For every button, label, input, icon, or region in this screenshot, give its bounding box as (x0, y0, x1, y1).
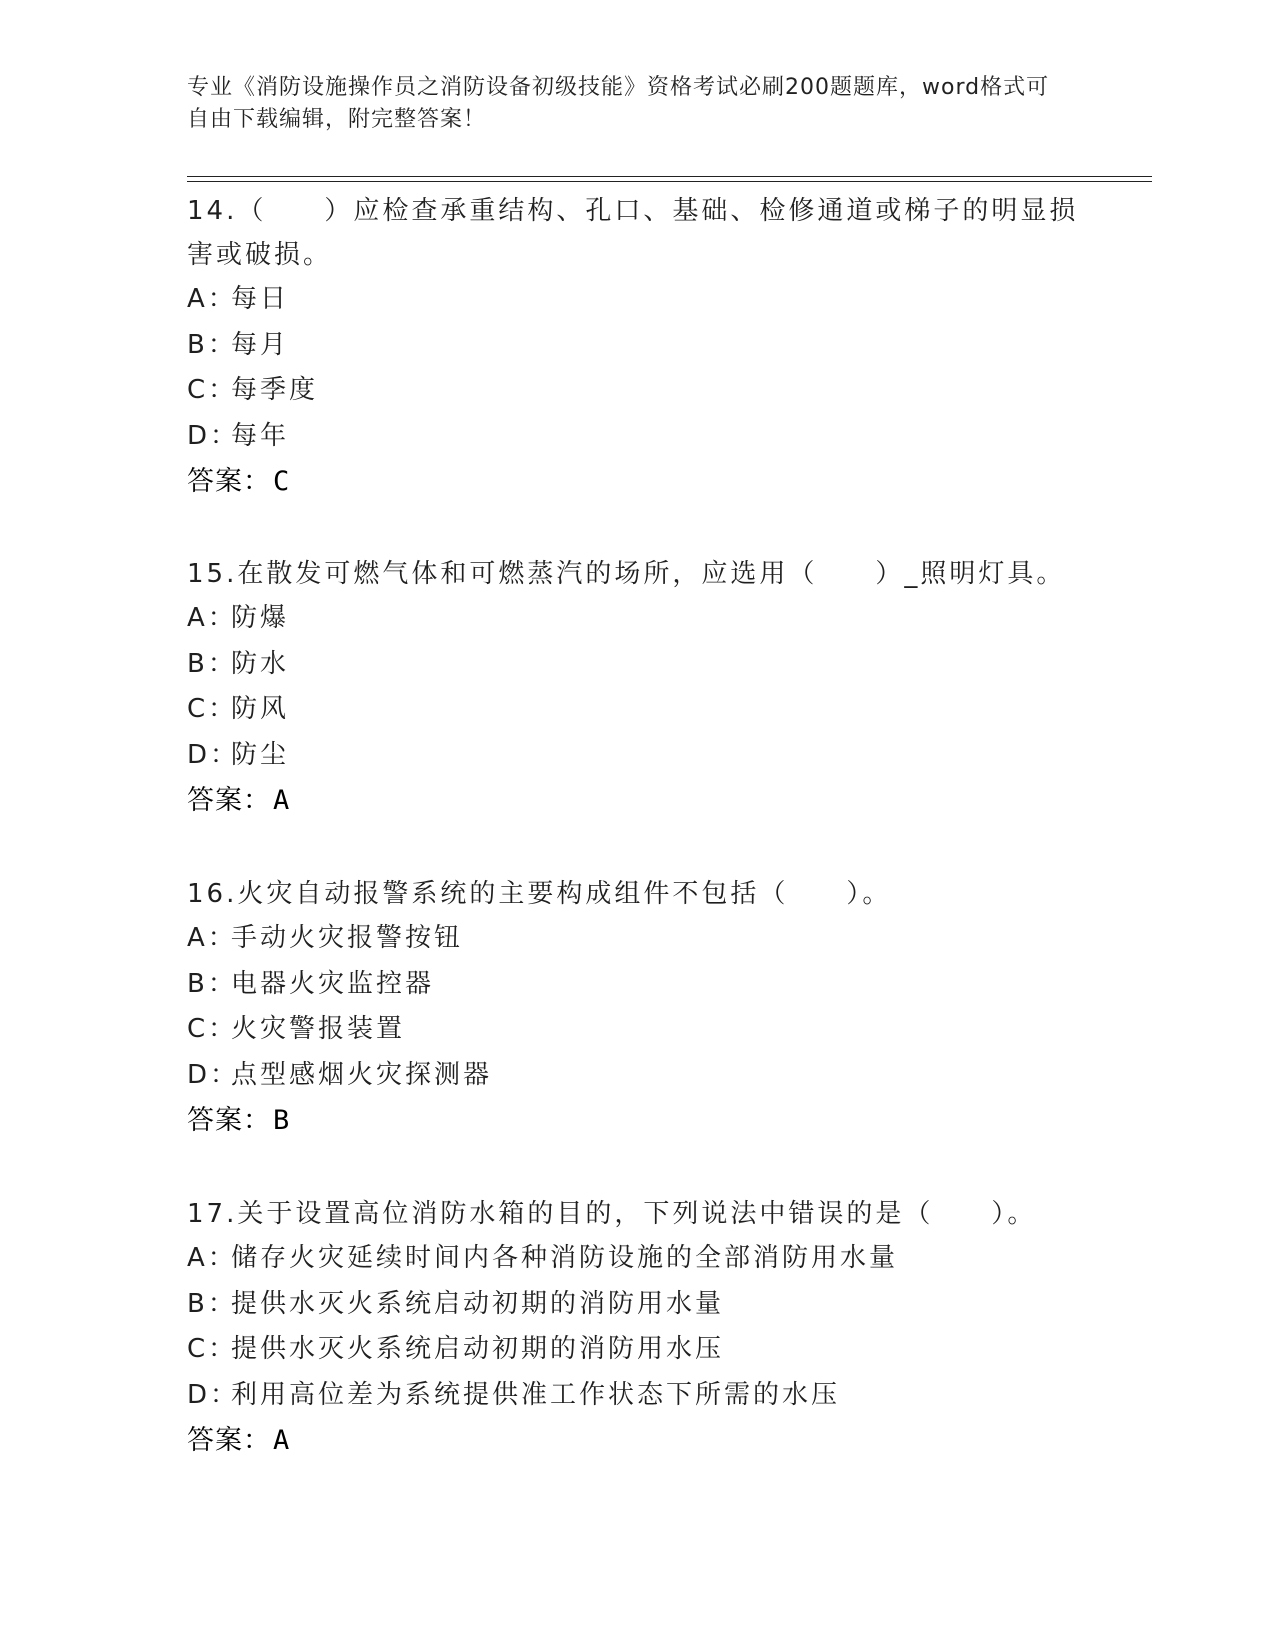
option-key: A： (187, 1243, 237, 1273)
option-c (187, 1327, 1087, 1373)
question-17 (187, 1192, 1087, 1464)
header-divider-bottom (187, 181, 1152, 182)
document-header (187, 72, 1067, 136)
option-c (187, 368, 1087, 414)
option-d (187, 414, 1087, 460)
option-a (187, 596, 1087, 642)
answer-line (187, 778, 1087, 824)
answer-value: B (273, 1105, 291, 1136)
header-divider-top (187, 176, 1152, 177)
option-text: 电器火灾监控器 (231, 968, 435, 999)
option-c (187, 687, 1087, 733)
option-text: 储存火灾延续时间内各种消防设施的全部消防用水量 (231, 1243, 899, 1273)
question-stem: 17.关于设置高位消防水箱的目的，下列说法中错误的是（ ）。 (187, 1199, 1037, 1229)
option-text: 手动火灾报警按钮 (231, 923, 464, 953)
option-d (187, 1373, 1087, 1419)
option-key: D： (187, 1379, 240, 1410)
option-b (187, 962, 1087, 1008)
question-stem: 14.（ ）应检查承重结构、孔口、基础、检修通道或梯子的明显损害或破损。 (187, 196, 1079, 270)
option-key: D： (187, 1059, 240, 1090)
option-text: 每日 (231, 284, 290, 314)
option-key: B： (187, 648, 237, 679)
option-key: A： (187, 923, 237, 953)
option-text: 防水 (231, 648, 290, 679)
answer-value: A (273, 1425, 291, 1456)
option-a (187, 916, 1087, 962)
answer-label: 答案： (187, 1105, 271, 1136)
question-14 (187, 189, 1087, 505)
header-text: 专业《消防设施操作员之消防设备初级技能》资格考试必刷200题题库，word格式可自由下载编辑，附完整答案！ (187, 75, 1050, 132)
question-15 (187, 552, 1087, 824)
option-text: 防尘 (231, 739, 290, 770)
option-key: B： (187, 329, 237, 360)
option-text: 提供水灭火系统启动初期的消防用水量 (231, 1288, 725, 1319)
option-text: 防爆 (231, 603, 290, 633)
answer-value: A (273, 785, 291, 816)
option-key: B： (187, 1288, 237, 1319)
option-text: 提供水灭火系统启动初期的消防用水压 (231, 1334, 725, 1364)
option-key: C： (187, 375, 238, 405)
option-a (187, 1236, 1087, 1282)
option-text: 每月 (231, 329, 290, 360)
answer-label: 答案： (187, 785, 271, 816)
option-b (187, 323, 1087, 369)
option-b (187, 642, 1087, 688)
option-text: 防风 (231, 694, 290, 724)
answer-label: 答案： (187, 1425, 271, 1456)
answer-value: C (273, 466, 291, 497)
option-key: C： (187, 694, 238, 724)
option-a (187, 277, 1087, 323)
option-d (187, 733, 1087, 779)
answer-line (187, 1098, 1087, 1144)
option-key: C： (187, 1014, 238, 1044)
option-text: 点型感烟火灾探测器 (231, 1059, 493, 1090)
option-key: A： (187, 284, 237, 314)
option-b (187, 1282, 1087, 1328)
answer-label: 答案： (187, 466, 271, 497)
answer-line (187, 1418, 1087, 1464)
option-key: B： (187, 968, 237, 999)
option-d (187, 1053, 1087, 1099)
question-16 (187, 872, 1087, 1144)
option-text: 每季度 (231, 375, 319, 405)
question-stem: 15.在散发可燃气体和可燃蒸汽的场所，应选用（ ）_照明灯具。 (187, 559, 1066, 589)
option-text: 每年 (231, 420, 290, 451)
option-key: D： (187, 739, 240, 770)
option-key: C： (187, 1334, 238, 1364)
option-text: 利用高位差为系统提供准工作状态下所需的水压 (231, 1379, 841, 1410)
option-key: D： (187, 420, 240, 451)
option-c (187, 1007, 1087, 1053)
question-stem: 16.火灾自动报警系统的主要构成组件不包括（ ）。 (187, 879, 892, 909)
option-text: 火灾警报装置 (231, 1014, 406, 1044)
answer-line (187, 459, 1087, 505)
option-key: A： (187, 603, 237, 633)
